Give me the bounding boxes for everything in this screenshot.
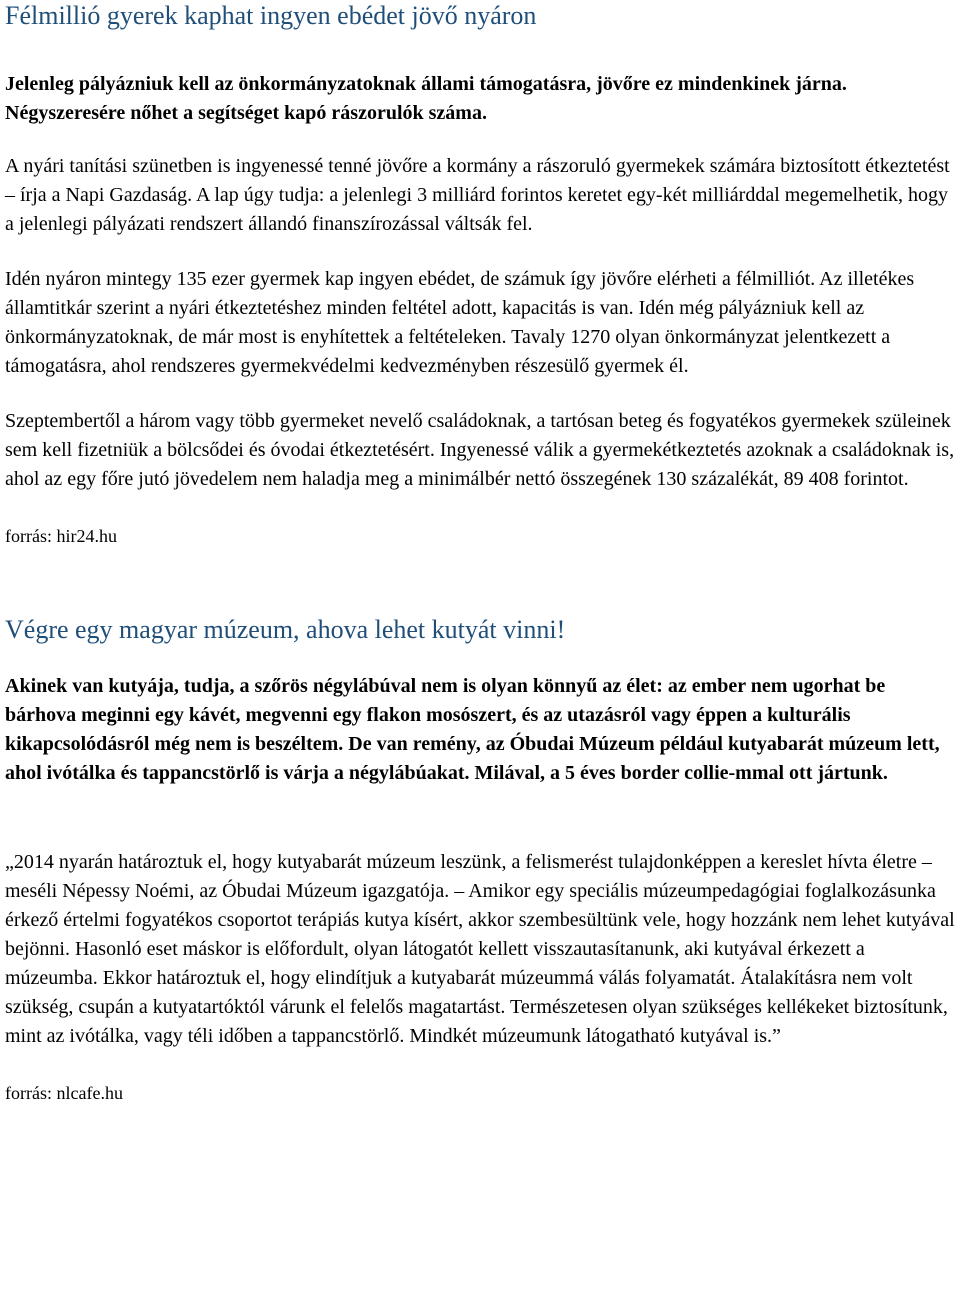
article-dog-museum <box>5 614 957 1105</box>
article-paragraph: „2014 nyarán határoztuk el, hogy kutyabarát múzeum leszünk, a felismerést tulajdonképpen a kereslet hívta életre – meséli Népessy Noémi, az Óbudai Múzeum igazgatója. – Amikor egy speciális múzeumpedagógiai foglalkozásunka érkező értelmi fogyatékos csoportot terápiás kutya kísért, akkor szembesültünk vele, hogy hozzánk nem lehet kutyával bejönni. Hasonló eset máskor is előfordult, olyan látogatót kellett visszautasítanunk, aki kutyával érkezett a múzeumba. Ekkor határoztuk el, hogy elindítjuk a kutyabarát múzeummá válás folyamatát. Átalakításra nem volt szükség, csupán a kutyatartóktól várunk el felelős magatartást. Természetesen olyan szükséges kellékeket biztosítunk, mint az ivótálka, vagy téli időben a tappancstörlő. Mindkét múzeumunk látogatható kutyával is.” <box>5 851 955 1047</box>
article-paragraph: Idén nyáron mintegy 135 ezer gyermek kap ingyen ebédet, de számuk így jövőre elérheti a félmilliót. Az illetékes államtitkár szerint a nyári étkeztetéshez minden feltétel adott, kapacitás is van. Idén még pályázniuk kell az önkormányzatoknak, de már most is enyhítettek a feltételeken. Tavaly 1270 olyan önkormányzat jelentkezett a támogatásra, ahol rendszeres gyermekvédelmi kedvezményben részesülő gyermek él. <box>5 268 915 377</box>
article-lead: Jelenleg pályázniuk kell az önkormányzatoknak állami támogatásra, jövőre ez mindenkinek járna. Négyszeresére nőhet a segítséget kapó rászorulók száma. <box>5 73 847 124</box>
article-source: forrás: hir24.hu <box>5 526 117 546</box>
article-source: forrás: nlcafe.hu <box>5 1083 123 1103</box>
article-paragraph: A nyári tanítási szünetben is ingyenessé tenné jövőre a kormány a rászoruló gyermekek számára biztosított étkeztetést – írja a Napi Gazdaság. A lap úgy tudja: a jelenlegi 3 milliárd forintos keretet egy-két milliárddal megemelhetik, hogy a jelenlegi pályázati rendszert állandó finanszírozással váltsák fel. <box>5 155 950 235</box>
article-lead: Akinek van kutyája, tudja, a szőrös négylábúval nem is olyan könnyű az élet: az ember nem ugorhat be bárhova meginni egy kávét, megvenni egy flakon mosószert, és az utazásról vagy éppen a kulturális kikapcsolódásról még nem is beszéltem. De van remény, az Óbudai Múzeum például kutyabarát múzeum lett, ahol ivótálka és tappancstörlő is várja a négylábúakat. Milával, a 5 éves border collie-mmal ott jártunk. <box>5 675 940 784</box>
article-paragraph: Szeptembertől a három vagy több gyermeket nevelő családoknak, a tartósan beteg és fogyatékos gyermekek szüleinek sem kell fizetniük a bölcsődei és óvodai étkeztetésért. Ingyenessé válik a gyermekétkeztetés azoknak a családoknak is, ahol az egy főre jutó jövedelem nem haladja meg a minimálbér nettó összegének 130 százalékát, 89 408 forintot. <box>5 410 955 490</box>
article-title: Végre egy magyar múzeum, ahova lehet kutyát vinni! <box>5 615 566 644</box>
article-free-lunch <box>5 0 957 548</box>
article-title: Félmillió gyerek kaphat ingyen ebédet jövő nyáron <box>5 1 537 30</box>
document-page <box>5 0 957 1105</box>
